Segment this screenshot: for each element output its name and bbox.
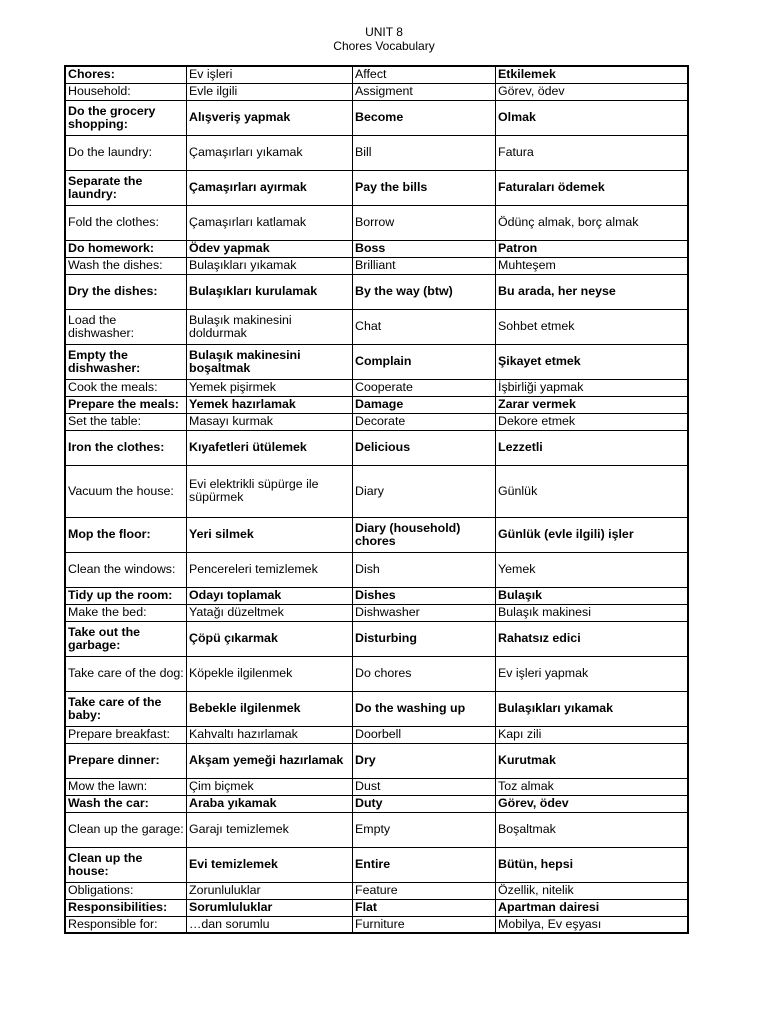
english-term-cell: Iron the clothes: (65, 430, 187, 465)
turkish-translation-cell: Köpekle ilgilenmek (187, 656, 353, 691)
table-row (65, 274, 688, 309)
turkish-translation-cell: Çöpü çıkarmak (187, 621, 353, 656)
table-row (65, 916, 688, 933)
turkish-meaning-cell: Bu arada, her neyse (496, 274, 689, 309)
table-row (65, 899, 688, 916)
english-word-cell: Boss (353, 240, 496, 257)
turkish-translation-cell: Sorumluluklar (187, 899, 353, 916)
turkish-meaning-cell: Kurutmak (496, 743, 689, 778)
turkish-meaning-cell: Bulaşık makinesi (496, 604, 689, 621)
english-term-cell: Prepare the meals: (65, 396, 187, 413)
table-row (65, 430, 688, 465)
turkish-meaning-cell: Bütün, hepsi (496, 847, 689, 882)
english-word-cell: Become (353, 100, 496, 135)
english-word-cell: Flat (353, 899, 496, 916)
turkish-translation-cell: Evi temizlemek (187, 847, 353, 882)
turkish-meaning-cell: Toz almak (496, 778, 689, 795)
english-word-cell: Dry (353, 743, 496, 778)
table-row (65, 465, 688, 517)
english-word-cell: Dust (353, 778, 496, 795)
english-word-cell: Furniture (353, 916, 496, 933)
unit-title: UNIT 8 (365, 25, 403, 39)
turkish-meaning-cell: Olmak (496, 100, 689, 135)
turkish-translation-cell: Ödev yapmak (187, 240, 353, 257)
turkish-meaning-cell: Ev işleri yapmak (496, 656, 689, 691)
vocabulary-table-body (65, 66, 688, 933)
english-word-cell: Chat (353, 309, 496, 344)
turkish-translation-cell: Ev işleri (187, 66, 353, 83)
english-term-cell: Take care of the dog: (65, 656, 187, 691)
english-term-cell: Mop the floor: (65, 517, 187, 552)
table-row (65, 413, 688, 430)
turkish-meaning-cell: Boşaltmak (496, 812, 689, 847)
english-word-cell: Bill (353, 135, 496, 170)
english-word-cell: Damage (353, 396, 496, 413)
turkish-translation-cell: Yemek pişirmek (187, 379, 353, 396)
turkish-meaning-cell: Ödünç almak, borç almak (496, 205, 689, 240)
english-term-cell: Mow the lawn: (65, 778, 187, 795)
turkish-meaning-cell: Rahatsız edici (496, 621, 689, 656)
table-row (65, 205, 688, 240)
english-word-cell: Dish (353, 552, 496, 587)
turkish-translation-cell: Bulaşık makinesini doldurmak (187, 309, 353, 344)
turkish-meaning-cell: Lezzetli (496, 430, 689, 465)
english-word-cell: Feature (353, 882, 496, 899)
turkish-translation-cell: Akşam yemeği hazırlamak (187, 743, 353, 778)
english-term-cell: Prepare breakfast: (65, 726, 187, 743)
table-row (65, 170, 688, 205)
english-term-cell: Obligations: (65, 882, 187, 899)
turkish-meaning-cell: Günlük (496, 465, 689, 517)
table-row (65, 240, 688, 257)
english-term-cell: Cook the meals: (65, 379, 187, 396)
turkish-translation-cell: Çim biçmek (187, 778, 353, 795)
english-word-cell: Decorate (353, 413, 496, 430)
english-term-cell: Take care of the baby: (65, 691, 187, 726)
english-term-cell: Chores: (65, 66, 187, 83)
turkish-meaning-cell: İşbirliği yapmak (496, 379, 689, 396)
turkish-meaning-cell: Bulaşık (496, 587, 689, 604)
turkish-translation-cell: …dan sorumlu (187, 916, 353, 933)
english-word-cell: Cooperate (353, 379, 496, 396)
english-word-cell: Dishwasher (353, 604, 496, 621)
english-term-cell: Household: (65, 83, 187, 100)
table-row (65, 66, 688, 83)
turkish-translation-cell: Çamaşırları yıkamak (187, 135, 353, 170)
turkish-translation-cell: Çamaşırları ayırmak (187, 170, 353, 205)
turkish-meaning-cell: Görev, ödev (496, 795, 689, 812)
table-row (65, 309, 688, 344)
english-word-cell: Do the washing up (353, 691, 496, 726)
turkish-translation-cell: Araba yıkamak (187, 795, 353, 812)
vocabulary-table (64, 65, 689, 934)
english-term-cell: Set the table: (65, 413, 187, 430)
table-row (65, 882, 688, 899)
turkish-translation-cell: Evle ilgili (187, 83, 353, 100)
table-row (65, 100, 688, 135)
turkish-translation-cell: Yeri silmek (187, 517, 353, 552)
english-term-cell: Responsibilities: (65, 899, 187, 916)
turkish-translation-cell: Evi elektrikli süpürge ile süpürmek (187, 465, 353, 517)
turkish-meaning-cell: Özellik, nitelik (496, 882, 689, 899)
english-word-cell: Empty (353, 812, 496, 847)
turkish-meaning-cell: Kapı zili (496, 726, 689, 743)
table-row (65, 83, 688, 100)
english-word-cell: Assigment (353, 83, 496, 100)
english-word-cell: Diary (353, 465, 496, 517)
turkish-meaning-cell: Faturaları ödemek (496, 170, 689, 205)
table-row (65, 743, 688, 778)
table-row (65, 812, 688, 847)
english-term-cell: Do the laundry: (65, 135, 187, 170)
english-word-cell: Affect (353, 66, 496, 83)
english-word-cell: Duty (353, 795, 496, 812)
english-term-cell: Tidy up the room: (65, 587, 187, 604)
english-word-cell: Do chores (353, 656, 496, 691)
english-term-cell: Load the dishwasher: (65, 309, 187, 344)
english-term-cell: Clean up the garage: (65, 812, 187, 847)
turkish-meaning-cell: Etkilemek (496, 66, 689, 83)
english-word-cell: Entire (353, 847, 496, 882)
table-row (65, 691, 688, 726)
turkish-meaning-cell: Yemek (496, 552, 689, 587)
table-row (65, 656, 688, 691)
english-term-cell: Separate the laundry: (65, 170, 187, 205)
table-row (65, 257, 688, 274)
page-subtitle: Chores Vocabulary (333, 39, 435, 53)
turkish-meaning-cell: Fatura (496, 135, 689, 170)
english-term-cell: Prepare dinner: (65, 743, 187, 778)
turkish-translation-cell: Bulaşıkları kurulamak (187, 274, 353, 309)
turkish-translation-cell: Masayı kurmak (187, 413, 353, 430)
turkish-translation-cell: Bebekle ilgilenmek (187, 691, 353, 726)
table-row (65, 726, 688, 743)
table-row (65, 795, 688, 812)
english-word-cell: Delicious (353, 430, 496, 465)
english-term-cell: Fold the clothes: (65, 205, 187, 240)
english-word-cell: Dishes (353, 587, 496, 604)
turkish-translation-cell: Garajı temizlemek (187, 812, 353, 847)
english-word-cell: Pay the bills (353, 170, 496, 205)
english-term-cell: Wash the dishes: (65, 257, 187, 274)
table-row (65, 847, 688, 882)
turkish-meaning-cell: Sohbet etmek (496, 309, 689, 344)
english-term-cell: Responsible for: (65, 916, 187, 933)
table-row (65, 587, 688, 604)
english-term-cell: Wash the car: (65, 795, 187, 812)
english-term-cell: Clean up the house: (65, 847, 187, 882)
english-term-cell: Clean the windows: (65, 552, 187, 587)
english-term-cell: Vacuum the house: (65, 465, 187, 517)
english-word-cell: Brilliant (353, 257, 496, 274)
table-row (65, 396, 688, 413)
english-word-cell: Borrow (353, 205, 496, 240)
turkish-translation-cell: Yatağı düzeltmek (187, 604, 353, 621)
turkish-meaning-cell: Apartman dairesi (496, 899, 689, 916)
table-row (65, 517, 688, 552)
english-word-cell: Doorbell (353, 726, 496, 743)
english-term-cell: Do homework: (65, 240, 187, 257)
turkish-translation-cell: Yemek hazırlamak (187, 396, 353, 413)
table-row (65, 552, 688, 587)
table-row (65, 344, 688, 379)
turkish-translation-cell: Pencereleri temizlemek (187, 552, 353, 587)
english-word-cell: Diary (household) chores (353, 517, 496, 552)
table-row (65, 135, 688, 170)
english-word-cell: Disturbing (353, 621, 496, 656)
english-term-cell: Make the bed: (65, 604, 187, 621)
turkish-meaning-cell: Dekore etmek (496, 413, 689, 430)
turkish-translation-cell: Kıyafetleri ütülemek (187, 430, 353, 465)
english-word-cell: By the way (btw) (353, 274, 496, 309)
table-row (65, 778, 688, 795)
turkish-meaning-cell: Zarar vermek (496, 396, 689, 413)
english-term-cell: Take out the garbage: (65, 621, 187, 656)
turkish-meaning-cell: Mobilya, Ev eşyası (496, 916, 689, 933)
turkish-translation-cell: Bulaşık makinesini boşaltmak (187, 344, 353, 379)
turkish-translation-cell: Kahvaltı hazırlamak (187, 726, 353, 743)
turkish-translation-cell: Odayı toplamak (187, 587, 353, 604)
turkish-meaning-cell: Patron (496, 240, 689, 257)
turkish-meaning-cell: Şikayet etmek (496, 344, 689, 379)
turkish-meaning-cell: Görev, ödev (496, 83, 689, 100)
turkish-translation-cell: Bulaşıkları yıkamak (187, 257, 353, 274)
turkish-translation-cell: Zorunluluklar (187, 882, 353, 899)
turkish-meaning-cell: Günlük (evle ilgili) işler (496, 517, 689, 552)
table-row (65, 379, 688, 396)
turkish-translation-cell: Çamaşırları katlamak (187, 205, 353, 240)
turkish-meaning-cell: Bulaşıkları yıkamak (496, 691, 689, 726)
table-row (65, 604, 688, 621)
english-term-cell: Do the grocery shopping: (65, 100, 187, 135)
english-term-cell: Dry the dishes: (65, 274, 187, 309)
english-term-cell: Empty the dishwasher: (65, 344, 187, 379)
turkish-translation-cell: Alışveriş yapmak (187, 100, 353, 135)
turkish-meaning-cell: Muhteşem (496, 257, 689, 274)
table-row (65, 621, 688, 656)
english-word-cell: Complain (353, 344, 496, 379)
